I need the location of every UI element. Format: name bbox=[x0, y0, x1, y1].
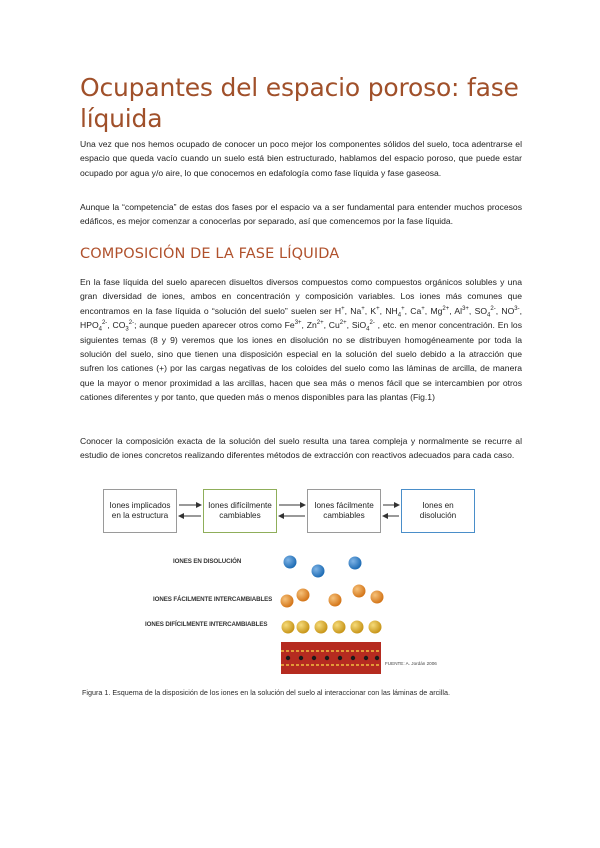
figure-graphics bbox=[95, 486, 495, 676]
ion-gold bbox=[315, 621, 328, 634]
body-paragraph-extraction: Conocer la composición exacta de la solución del suelo resulta una tarea compleja y normalmente se recurre al estudio de iones concretos realizando diferentes métodos de extracción con reactivos adecuados para cada caso. bbox=[80, 436, 522, 461]
box-hard-exchange-ions: Iones difícilmente cambiables bbox=[203, 489, 277, 533]
ion-orange bbox=[329, 594, 342, 607]
figure-caption: Figura 1. Esquema de la disposición de los iones en la solución del suelo al interaccionar con las láminas de arcilla. bbox=[82, 688, 450, 697]
clay-sheet bbox=[281, 642, 381, 674]
section-heading: COMPOSICIÓN DE LA FASE LÍQUIDA bbox=[80, 246, 340, 262]
ion-orange bbox=[353, 585, 366, 598]
figure-ion-scheme bbox=[95, 486, 495, 676]
ion-gold bbox=[297, 621, 310, 634]
ion-blue bbox=[284, 556, 297, 569]
ion-gold bbox=[333, 621, 346, 634]
box-dissolved-ions: Iones en disolución bbox=[401, 489, 475, 533]
ions-text-end: , etc. en menor concentración. En los siguientes temas (8 y 9) veremos que los iones en disolución no se distribuyen homogéneamente por toda la solución del suelo, sino que tienen una disposición especial en la solución del suelo debido a la atracción que sufren los cationes (+) por las cargas negativas de los coloides del suelo como las láminas de arcilla, de manera que la mayor o menor proximidad a las arcillas, hacen que sea más o menos fácil que se intercambien por otros cationes diferentes y por tanto, que queden más o menos disponibles para las plantas (Fig.1) bbox=[80, 320, 523, 403]
ions-text-start: En la fase líquida del suelo aparecen disueltos diversos compuestos como compuestos orgánicos solubles y una gran diversidad de iones, ambos en concentración y composición variables. Los iones más comunes que encontramos en la fase líquida o “solución del suelo” suelen ser H bbox=[80, 277, 522, 316]
ion-blue bbox=[312, 565, 325, 578]
figure-source: FUENTE: A. Jordán 2006 bbox=[385, 661, 437, 666]
ions-text-middle: ; aunque pueden aparecer otros como Fe bbox=[134, 320, 295, 331]
easy-exchange-ions bbox=[281, 585, 384, 608]
ion-blue bbox=[349, 557, 362, 570]
dissolved-ions bbox=[284, 556, 362, 578]
hard-exchange-ions bbox=[282, 621, 382, 634]
box-easy-exchange-ions: Iones fácilmente cambiables bbox=[307, 489, 381, 533]
ion-orange bbox=[371, 591, 384, 604]
ion-orange bbox=[297, 589, 310, 602]
level-label-dissolved: IONES EN DISOLUCIÓN bbox=[173, 558, 242, 565]
box-structure-ions: Iones implicados en la estructura bbox=[103, 489, 177, 533]
intro-paragraph-2: Aunque la “competencia” de estas dos fases por el espacio va a ser fundamental para entender muchos procesos edáficos, es mejor comenzar a conocerlas por separado, así que comencemos por la fase líquida. bbox=[80, 202, 522, 227]
intro-paragraph-1: Una vez que nos hemos ocupado de conocer un poco mejor los componentes sólidos del suelo, toca adentrarse el espacio que queda vacío cuando un suelo está bien estructurado, hablamos del espacio poroso, que puede estar ocupado por agua y/o aire, lo que conocemos en edafología como fase líquida y fase gaseosa. bbox=[80, 139, 522, 178]
page-title: Ocupantes del espacio poroso: fase líquida bbox=[80, 73, 519, 133]
ion-gold bbox=[369, 621, 382, 634]
ion-orange bbox=[281, 595, 294, 608]
level-label-easy: IONES FÁCILMENTE INTERCAMBIABLES bbox=[153, 596, 273, 603]
level-label-hard: IONES DIFÍCILMENTE INTERCAMBIABLES bbox=[145, 621, 268, 628]
ion-gold bbox=[351, 621, 364, 634]
body-paragraph-ions: En la fase líquida del suelo aparecen disueltos diversos compuestos como compuestos orgánicos solubles y una gran diversidad de iones, ambos en concentración y composición variables. Los iones más comunes que encontramos en la fase líquida o “solución del suelo” suelen ser H+, Na+, K+, $NH_4^+$, Ca+, $Mg^{2+}$, $Al^{3+}$, $SO_4^{2-}$, $NO^{3-}$, $HPO_4^{2-}$, $CO_3^{2-}$; aunque pueden aparecer otros como $Fe^{3+}$, $Zn^{2+}$, $Cu^{2+}$, SiO$_4^{2-}$ , etc. en menor concentración. En los siguientes temas (8 y 9) veremos que los iones en disolución no se distribuyen homogéneamente por toda la solución del suelo, sino que tienen una disposición especial en la solución del suelo debido a la atracción que sufren los cationes (+) por las cargas negativas de los coloides del suelo como las láminas de arcilla, de manera que la mayor o menor proximidad a las arcillas, hacen que sea más o menos fácil que se intercambien por otros cationes diferentes y por tanto, que queden más o menos disponibles para las plantas (Fig.1) bbox=[80, 277, 523, 403]
ion-gold bbox=[282, 621, 295, 634]
exchange-arrows bbox=[179, 505, 399, 516]
